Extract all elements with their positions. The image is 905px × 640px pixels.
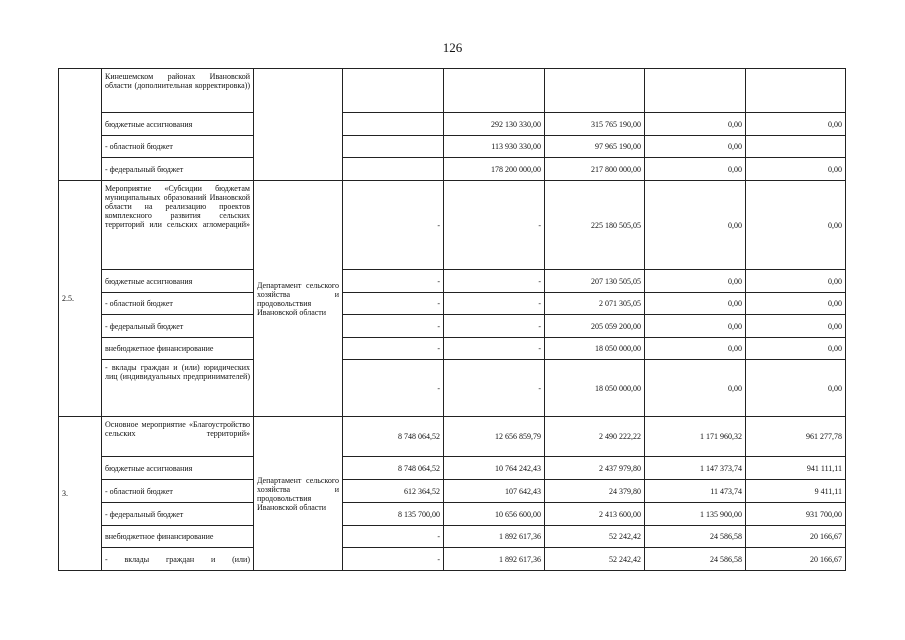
value-cell: -: [343, 293, 444, 315]
table-row: [59, 136, 846, 158]
value-cell: -: [343, 270, 444, 293]
value-cell: 178 200 000,00: [444, 158, 545, 181]
value-cell: 0,00: [645, 158, 746, 181]
value-cell: -: [343, 526, 444, 548]
value-cell: 24 379,80: [545, 480, 645, 503]
value-cell: 1 171 960,32: [645, 417, 746, 457]
row-name-cell: - областной бюджет: [102, 293, 254, 315]
value-cell: 20 166,67: [746, 526, 846, 548]
value-cell: 0,00: [645, 113, 746, 136]
value-cell: [343, 113, 444, 136]
value-cell: -: [444, 270, 545, 293]
table-row: [59, 548, 846, 571]
row-name-cell: - федеральный бюджет: [102, 158, 254, 181]
value-cell: 217 800 000,00: [545, 158, 645, 181]
value-cell: 941 111,11: [746, 457, 846, 480]
value-cell: 10 764 242,43: [444, 457, 545, 480]
value-cell: 8 135 700,00: [343, 503, 444, 526]
value-cell: 292 130 330,00: [444, 113, 545, 136]
executor-cell: [254, 69, 343, 181]
row-name-cell: - областной бюджет: [102, 136, 254, 158]
value-cell: 97 965 190,00: [545, 136, 645, 158]
value-cell: -: [444, 338, 545, 360]
row-number-cell: [59, 69, 102, 181]
table-row: [59, 315, 846, 338]
value-cell: 8 748 064,52: [343, 457, 444, 480]
value-cell: 225 180 505,05: [545, 181, 645, 270]
value-cell: 0,00: [645, 315, 746, 338]
value-cell: 0,00: [746, 315, 846, 338]
value-cell: 1 892 617,36: [444, 548, 545, 571]
value-cell: 11 473,74: [645, 480, 746, 503]
value-cell: 24 586,58: [645, 526, 746, 548]
value-cell: 52 242,42: [545, 548, 645, 571]
value-cell: 0,00: [645, 293, 746, 315]
table-row: [59, 158, 846, 181]
row-name-cell: бюджетные ассигнования: [102, 270, 254, 293]
row-name-cell: бюджетные ассигнования: [102, 457, 254, 480]
value-cell: 52 242,42: [545, 526, 645, 548]
table-row: [59, 417, 846, 457]
value-cell: -: [343, 338, 444, 360]
value-cell: 2 490 222,22: [545, 417, 645, 457]
row-name-cell: - федеральный бюджет: [102, 503, 254, 526]
value-cell: 20 166,67: [746, 548, 846, 571]
value-cell: [746, 136, 846, 158]
table-row: [59, 270, 846, 293]
value-cell: 315 765 190,00: [545, 113, 645, 136]
row-name-cell: Основное мероприятие «Благоустройство сельских территорий»: [102, 417, 254, 457]
value-cell: 0,00: [746, 270, 846, 293]
value-cell: 0,00: [645, 270, 746, 293]
table-row: [59, 69, 846, 113]
value-cell: 1 892 617,36: [444, 526, 545, 548]
row-number-cell: 3.: [59, 417, 102, 571]
row-name-cell: бюджетные ассигнования: [102, 113, 254, 136]
value-cell: [545, 69, 645, 113]
value-cell: 0,00: [746, 338, 846, 360]
value-cell: 24 586,58: [645, 548, 746, 571]
row-name-cell: - федеральный бюджет: [102, 315, 254, 338]
value-cell: -: [444, 181, 545, 270]
table-row: [59, 526, 846, 548]
value-cell: [645, 69, 746, 113]
value-cell: [343, 158, 444, 181]
row-name-cell: - областной бюджет: [102, 480, 254, 503]
value-cell: 0,00: [746, 181, 846, 270]
table-row: [59, 503, 846, 526]
value-cell: 931 700,00: [746, 503, 846, 526]
table-row: [59, 457, 846, 480]
table-row: [59, 181, 846, 270]
table-row: [59, 480, 846, 503]
value-cell: 2 071 305,05: [545, 293, 645, 315]
value-cell: -: [444, 293, 545, 315]
value-cell: 2 413 600,00: [545, 503, 645, 526]
value-cell: 8 748 064,52: [343, 417, 444, 457]
value-cell: 12 656 859,79: [444, 417, 545, 457]
value-cell: 0,00: [645, 181, 746, 270]
value-cell: -: [444, 315, 545, 338]
value-cell: 18 050 000,00: [545, 360, 645, 417]
value-cell: 107 642,43: [444, 480, 545, 503]
value-cell: 18 050 000,00: [545, 338, 645, 360]
table-row: [59, 338, 846, 360]
value-cell: [343, 136, 444, 158]
value-cell: 0,00: [746, 158, 846, 181]
value-cell: -: [343, 315, 444, 338]
row-name-cell: - вклады граждан и (или): [102, 548, 254, 571]
value-cell: 2 437 979,80: [545, 457, 645, 480]
executor-cell: Департамент сельского хозяйства и продовольствия Ивановской области: [254, 181, 343, 417]
value-cell: 0,00: [746, 293, 846, 315]
row-name-cell: Мероприятие «Субсидии бюджетам муниципальных образований Ивановской области на реализацию проектов комплексного развития сельских территорий или сельских агломераций»: [102, 181, 254, 270]
row-name-cell: Кинешемском районах Ивановской области (дополнительная корректировка)): [102, 69, 254, 113]
value-cell: 0,00: [645, 136, 746, 158]
page-number: 126: [442, 40, 463, 55]
value-cell: 612 364,52: [343, 480, 444, 503]
value-cell: -: [444, 360, 545, 417]
budget-table: [58, 68, 846, 571]
value-cell: [444, 69, 545, 113]
value-cell: 113 930 330,00: [444, 136, 545, 158]
value-cell: 0,00: [746, 360, 846, 417]
row-name-cell: внебюджетное финансирование: [102, 338, 254, 360]
table-row: [59, 113, 846, 136]
value-cell: [746, 69, 846, 113]
table-row: [59, 293, 846, 315]
executor-cell: Департамент сельского хозяйства и продовольствия Ивановской области: [254, 417, 343, 571]
value-cell: 961 277,78: [746, 417, 846, 457]
row-name-cell: внебюджетное финансирование: [102, 526, 254, 548]
value-cell: 207 130 505,05: [545, 270, 645, 293]
value-cell: 205 059 200,00: [545, 315, 645, 338]
value-cell: -: [343, 181, 444, 270]
value-cell: 9 411,11: [746, 480, 846, 503]
value-cell: 0,00: [645, 360, 746, 417]
value-cell: 0,00: [645, 338, 746, 360]
row-number-cell: 2.5.: [59, 181, 102, 417]
value-cell: [343, 69, 444, 113]
value-cell: 0,00: [746, 113, 846, 136]
value-cell: 1 135 900,00: [645, 503, 746, 526]
value-cell: 1 147 373,74: [645, 457, 746, 480]
row-name-cell: - вклады граждан и (или) юридических лиц (индивидуальных предпринимателей): [102, 360, 254, 417]
value-cell: -: [343, 548, 444, 571]
value-cell: 10 656 600,00: [444, 503, 545, 526]
table-row: [59, 360, 846, 417]
value-cell: -: [343, 360, 444, 417]
